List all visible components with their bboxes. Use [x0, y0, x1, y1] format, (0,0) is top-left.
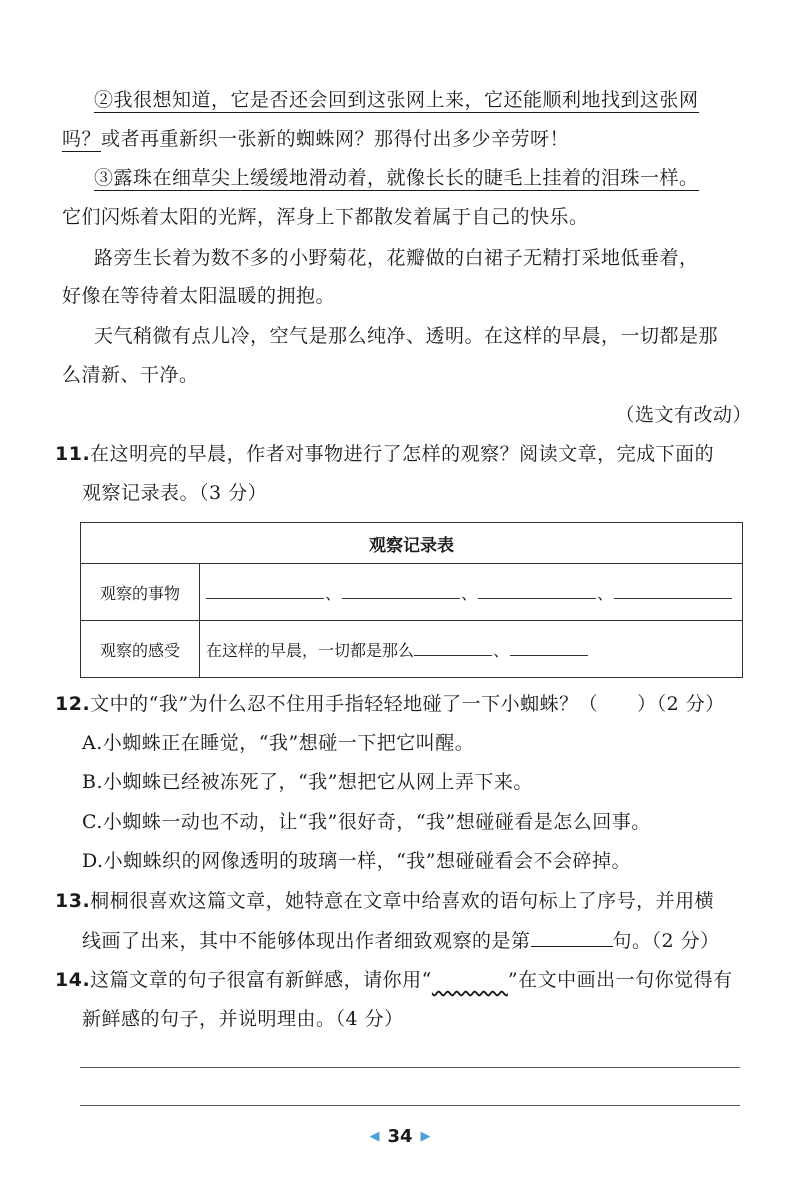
observation-table	[80, 522, 743, 678]
question-11: 11.在这明亮的早晨，作者对事物进行了怎样的观察？阅读文章，完成下面的	[55, 443, 715, 465]
triangle-left-icon: ◀	[369, 1129, 380, 1144]
page-number: 34	[387, 1126, 413, 1147]
answer-blank[interactable]	[614, 582, 732, 599]
things-answer-cell: 、 、 、	[200, 564, 743, 621]
answer-blank[interactable]	[478, 582, 596, 599]
row-label-feelings: 观察的感受	[81, 621, 200, 678]
question-13: 13.桐桐很喜欢这篇文章，她特意在文章中给喜欢的语句标上了序号，并用横	[55, 890, 715, 912]
question-11-line2: 观察记录表。（3 分）	[82, 482, 268, 504]
underlined-sentence: ③露珠在细草尖上缓缓地滑动着，就像长长的睫毛上挂着的泪珠一样。	[94, 167, 699, 189]
question-13-line2: 线画了出来，其中不能够体现出作者细致观察的是第 句。（2 分）	[82, 930, 720, 952]
passage-line: 吗？或者再重新织一张新的蜘蛛网？那得付出多少辛劳呀！	[62, 128, 570, 150]
answer-blank[interactable]	[531, 928, 613, 947]
passage-line: 天气稍微有点儿冷，空气是那么纯净、透明。在这样的早晨，一切都是那	[94, 325, 719, 347]
passage-line: 么清新、干净。	[62, 364, 199, 386]
answer-blank[interactable]	[206, 582, 324, 599]
row-label-things: 观察的事物	[81, 564, 200, 621]
option-d[interactable]: D.小蜘蛛织的网像透明的玻璃一样，“我”想碰碰看会不会碎掉。	[82, 850, 632, 872]
passage-line	[62, 88, 784, 112]
triangle-right-icon: ▶	[420, 1129, 431, 1144]
source-note: （选文有改动）	[615, 404, 752, 426]
question-number: 12.	[55, 693, 91, 715]
question-number: 11.	[55, 443, 91, 465]
page-number-bar	[0, 1126, 800, 1147]
option-c[interactable]: C.小蜘蛛一动也不动，让“我”很好奇，“我”想碰碰看是怎么回事。	[82, 811, 651, 833]
passage-line	[62, 166, 784, 190]
passage-line: 它们闪烁着太阳的光辉，浑身上下都散发着属于自己的快乐。	[62, 206, 589, 228]
answer-writing-line[interactable]	[80, 1105, 740, 1106]
question-12: 12.文中的“我”为什么忍不住用手指轻轻地碰了一下小蜘蛛？（ ）（2 分）	[55, 693, 725, 715]
wavy-line-mark	[432, 969, 508, 991]
option-b[interactable]: B.小蜘蛛已经被冻死了，“我”想把它从网上弄下来。	[82, 771, 533, 793]
question-number: 14.	[55, 969, 91, 991]
option-a[interactable]: A.小蜘蛛正在睡觉，“我”想碰一下把它叫醒。	[82, 732, 475, 754]
underlined-sentence: ②我很想知道，它是否还会回到这张网上来，它还能顺利地找到这张网	[94, 89, 699, 111]
answer-blank[interactable]	[510, 639, 588, 656]
question-14-line2: 新鲜感的句子，并说明理由。（4 分）	[82, 1008, 404, 1030]
table-title: 观察记录表	[81, 523, 743, 564]
feelings-answer-cell: 在这样的早晨，一切都是那么 、	[200, 621, 743, 678]
question-number: 13.	[55, 890, 91, 912]
underlined-sentence: 吗？	[62, 128, 102, 150]
answer-blank[interactable]	[414, 639, 492, 656]
answer-writing-line[interactable]	[80, 1067, 740, 1068]
passage-line: 好像在等待着太阳温暖的拥抱。	[62, 285, 336, 307]
answer-blank[interactable]	[342, 582, 460, 599]
passage-line: 路旁生长着为数不多的小野菊花，花瓣做的白裙子无精打采地低垂着，	[94, 247, 699, 269]
question-14: 14.这篇文章的句子很富有新鲜感，请你用“ ”在文中画出一句你觉得有	[55, 969, 733, 991]
